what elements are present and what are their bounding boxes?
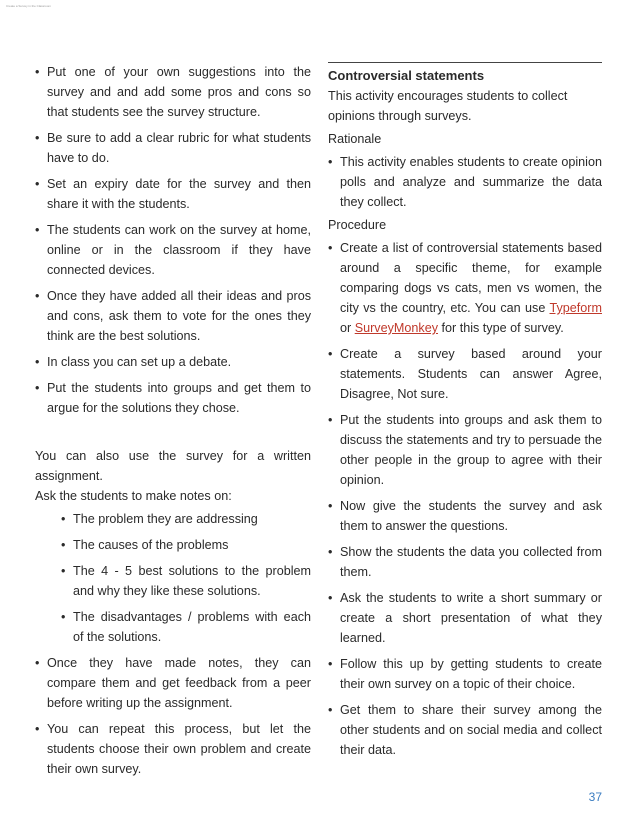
text: Create a list of controversial statements based around a specific theme, for example comparing dogs vs cats, men vs women, the city vs the country, etc. You can use bbox=[340, 241, 602, 315]
sub-list-item: • The causes of the problems bbox=[61, 535, 311, 555]
section-heading: Controversial statements bbox=[328, 62, 602, 86]
right-column bbox=[328, 62, 602, 760]
sub-list-item: • The disadvantages / problems with each of the solutions. bbox=[61, 607, 311, 647]
section-label: Procedure bbox=[328, 218, 387, 232]
page-number: 37 bbox=[588, 790, 602, 804]
text: for this type of survey. bbox=[438, 321, 564, 335]
sub-list-item: • The problem they are addressing bbox=[61, 509, 311, 529]
list-item: • Ask the students to write a short summary or create a short presentation of what they learned. bbox=[328, 588, 602, 648]
header-text: Create a Survey in the Classroom bbox=[6, 4, 52, 8]
list-item: • Put one of your own suggestions into the survey and and add some pros and cons so that students see the survey structure. bbox=[35, 62, 311, 122]
paragraph: You can also use the survey for a written assignment. bbox=[35, 449, 311, 483]
paragraph: This activity encourages students to collect opinions through surveys. bbox=[328, 89, 568, 123]
list-item: • Follow this up by getting students to create their own survey on a topic of their choice. bbox=[328, 654, 602, 694]
list-item bbox=[328, 238, 602, 338]
list-item: • Once they have added all their ideas and pros and cons, ask them to vote for the ones they think are the best solutions. bbox=[35, 286, 311, 346]
list-item: • Now give the students the survey and ask them to answer the questions. bbox=[328, 496, 602, 536]
paragraph: Ask the students to make notes on: bbox=[35, 489, 232, 503]
text: or bbox=[340, 321, 355, 335]
list-item: • Show the students the data you collected from them. bbox=[328, 542, 602, 582]
list-item: • Be sure to add a clear rubric for what students have to do. bbox=[35, 128, 311, 168]
list-item: • Put the students into groups and ask them to discuss the statements and try to persuade the other people in the group to agree with their opinion. bbox=[328, 410, 602, 490]
list-item: • Get them to share their survey among the other students and on social media and collect their data. bbox=[328, 700, 602, 760]
list-item: • Put the students into groups and get them to argue for the solutions they chose. bbox=[35, 378, 311, 418]
sub-list-item: • The 4 - 5 best solutions to the problem and why they like these solutions. bbox=[61, 561, 311, 601]
list-item: • The students can work on the survey at home, online or in the classroom if they have connected devices. bbox=[35, 220, 311, 280]
typeform-link[interactable]: Typeform bbox=[549, 301, 602, 315]
list-item: • In class you can set up a debate. bbox=[35, 352, 311, 372]
section-label: Rationale bbox=[328, 132, 382, 146]
surveymonkey-link[interactable]: SurveyMonkey bbox=[354, 321, 438, 335]
list-item: • You can repeat this process, but let the students choose their own problem and create their own survey. bbox=[35, 719, 311, 779]
list-item: • Once they have made notes, they can compare them and get feedback from a peer before writing up the assignment. bbox=[35, 653, 311, 713]
list-item: • Set an expiry date for the survey and then share it with the students. bbox=[35, 174, 311, 214]
list-item: • Create a survey based around your statements. Students can answer Agree, Disagree, Not sure. bbox=[328, 344, 602, 404]
list-item: • This activity enables students to create opinion polls and analyze and summarize the data they collect. bbox=[328, 152, 602, 212]
left-column bbox=[35, 62, 311, 779]
